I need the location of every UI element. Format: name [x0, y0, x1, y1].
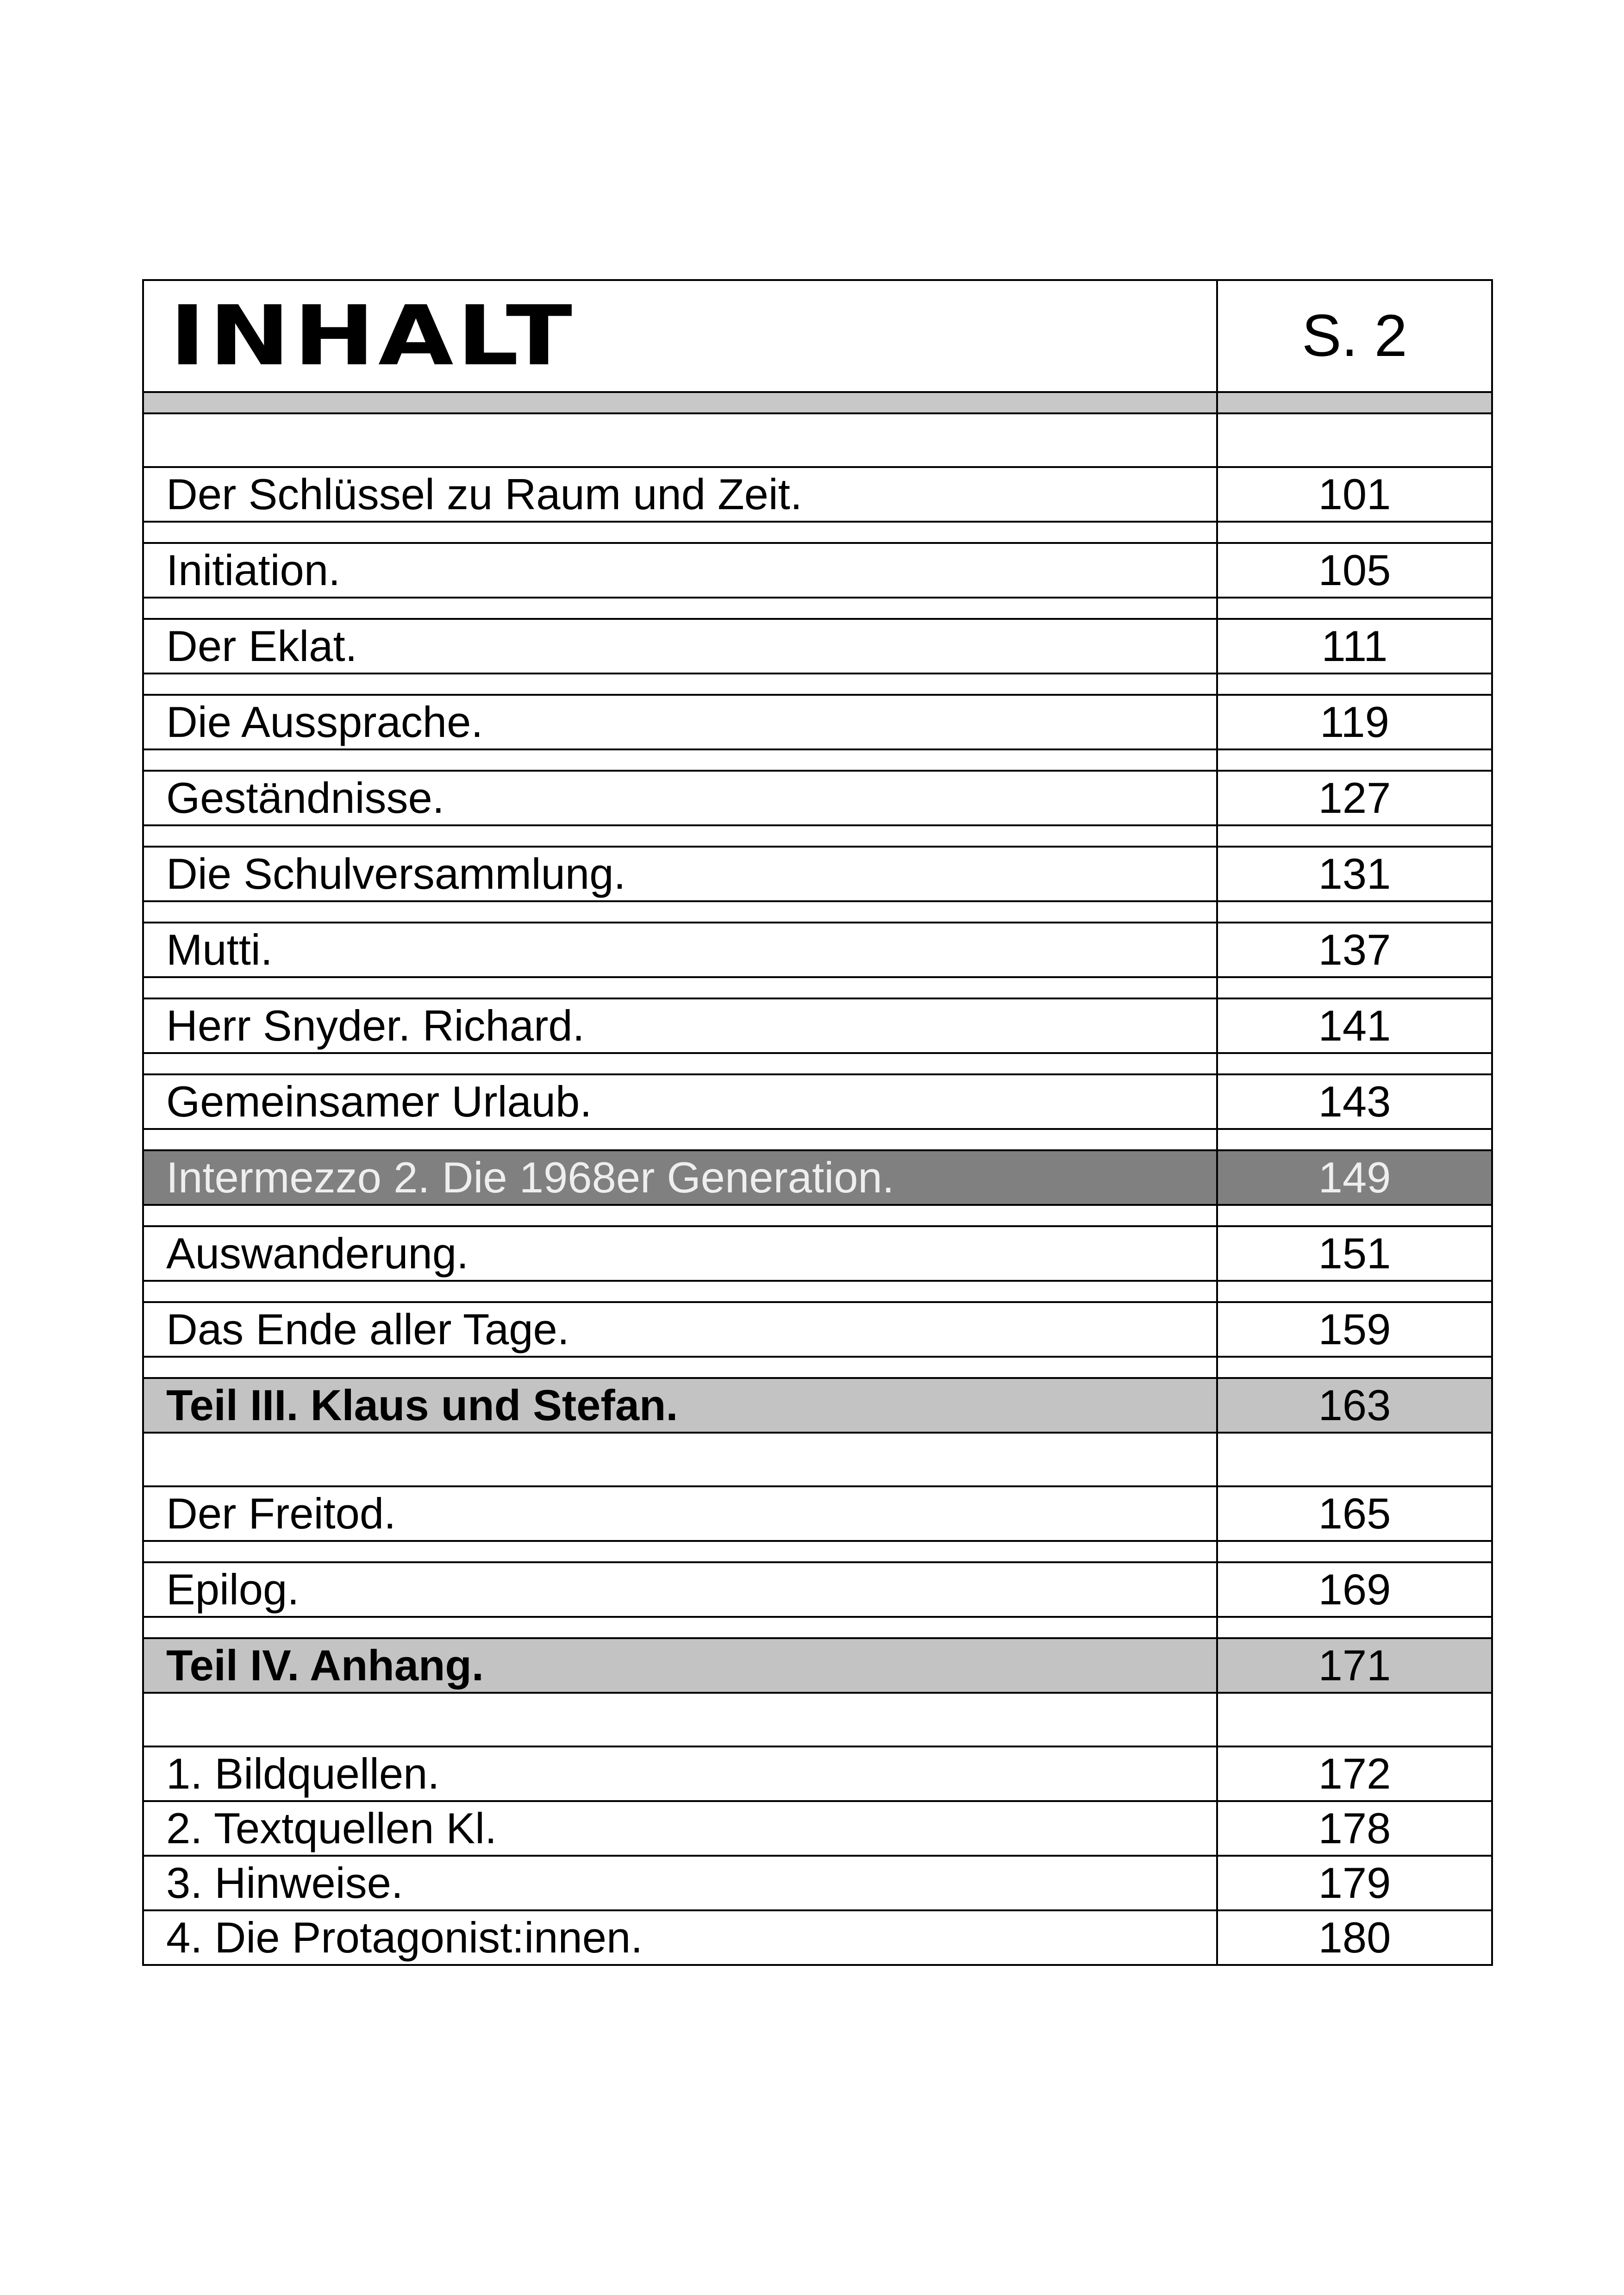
toc-entry-page: 143 [1318, 1077, 1391, 1126]
page-label: S. 2 [1302, 303, 1407, 369]
toc-entry-page: 180 [1318, 1913, 1391, 1962]
page-title: INHALT [169, 288, 576, 384]
toc-entry-title: Der Eklat. [144, 620, 1218, 673]
toc-entry-page: 105 [1318, 546, 1391, 594]
toc-entry-title: Geständnisse. [144, 772, 1218, 824]
toc-entry-intermezzo[interactable] [144, 1151, 1491, 1206]
toc-part-heading[interactable] [144, 1379, 1491, 1434]
toc-entry-title: Die Schulversammlung. [144, 848, 1218, 900]
toc-entry[interactable] [144, 1487, 1491, 1542]
toc-appendix-entry[interactable] [144, 1857, 1491, 1911]
separator-row [144, 826, 1491, 848]
toc-entry-title: Intermezzo 2. Die 1968er Generation. [144, 1151, 1218, 1204]
separator-row [144, 1542, 1491, 1563]
toc-entry-title: Die Aussprache. [144, 696, 1218, 748]
toc-appendix-entry[interactable] [144, 1802, 1491, 1857]
separator-row [144, 1358, 1491, 1379]
toc-entry-title: Auswanderung. [144, 1227, 1218, 1280]
toc-entry-page: 179 [1318, 1858, 1391, 1907]
separator-row [144, 902, 1491, 923]
toc-entry-title: Mutti. [144, 923, 1218, 976]
toc-entry-page: 169 [1318, 1565, 1391, 1614]
toc-entry-page: 163 [1318, 1381, 1391, 1429]
toc-entry-title: Teil III. Klaus und Stefan. [144, 1379, 1218, 1432]
empty-row [144, 414, 1491, 468]
toc-entry-title: 1. Bildquellen. [144, 1747, 1218, 1800]
separator-row [144, 523, 1491, 544]
toc-entry[interactable] [144, 1227, 1491, 1282]
toc-entry-page: 137 [1318, 925, 1391, 974]
toc-entry[interactable] [144, 848, 1491, 902]
toc-entry-page: 178 [1318, 1804, 1391, 1852]
toc-entry-page: 119 [1320, 698, 1389, 746]
toc-entry[interactable] [144, 696, 1491, 750]
separator-row [144, 978, 1491, 999]
toc-entry-page: 151 [1318, 1229, 1391, 1278]
toc-entry-page: 171 [1318, 1641, 1391, 1690]
separator-row [144, 750, 1491, 772]
empty-row [144, 1434, 1491, 1487]
toc-appendix-entry[interactable] [144, 1911, 1491, 1966]
separator-row [144, 1130, 1491, 1151]
toc-entry[interactable] [144, 544, 1491, 599]
toc-appendix-entry[interactable] [144, 1747, 1491, 1802]
toc-entry-page: 149 [1318, 1153, 1391, 1202]
toc-page-label-cell [1218, 281, 1491, 391]
toc-entry[interactable] [144, 923, 1491, 978]
separator-row [144, 1618, 1491, 1639]
toc-entry[interactable] [144, 1075, 1491, 1130]
toc-entry-title: Das Ende aller Tage. [144, 1303, 1218, 1356]
toc-entry-page: 127 [1318, 773, 1391, 822]
toc-entry-page: 141 [1318, 1001, 1391, 1050]
separator-row [144, 674, 1491, 696]
toc-title-cell [144, 281, 1218, 391]
toc-entry-title: 3. Hinweise. [144, 1857, 1218, 1909]
table-of-contents [142, 279, 1493, 1966]
separator-row [144, 1206, 1491, 1227]
toc-entry-title: Der Schlüssel zu Raum und Zeit. [144, 468, 1218, 521]
toc-entry-title: Epilog. [144, 1563, 1218, 1616]
toc-entry-page: 165 [1318, 1489, 1391, 1538]
toc-entry[interactable] [144, 1303, 1491, 1358]
empty-row [144, 1694, 1491, 1747]
toc-entry-page: 111 [1321, 622, 1388, 670]
toc-entry[interactable] [144, 620, 1491, 674]
toc-entry-title: Der Freitod. [144, 1487, 1218, 1540]
toc-entry-title: 4. Die Protagonist:innen. [144, 1911, 1218, 1964]
separator-row [144, 599, 1491, 620]
toc-part-heading[interactable] [144, 1639, 1491, 1694]
toc-entry-page: 159 [1318, 1305, 1391, 1353]
separator-row [144, 1282, 1491, 1303]
separator-row [144, 1054, 1491, 1075]
toc-entry-title: Teil IV. Anhang. [144, 1639, 1218, 1692]
toc-header-row [144, 281, 1491, 393]
toc-entry-title: Herr Snyder. Richard. [144, 999, 1218, 1052]
toc-entry[interactable] [144, 1563, 1491, 1618]
toc-entry[interactable] [144, 999, 1491, 1054]
toc-entry-page: 172 [1318, 1749, 1391, 1798]
toc-entry[interactable] [144, 468, 1491, 523]
toc-entry-title: Initiation. [144, 544, 1218, 597]
toc-entry-title: 2. Textquellen Kl. [144, 1802, 1218, 1855]
toc-entry-page: 101 [1318, 470, 1391, 518]
header-divider-band [144, 393, 1491, 414]
toc-entry[interactable] [144, 772, 1491, 826]
toc-entry-title: Gemeinsamer Urlaub. [144, 1075, 1218, 1128]
toc-entry-page: 131 [1318, 849, 1391, 898]
